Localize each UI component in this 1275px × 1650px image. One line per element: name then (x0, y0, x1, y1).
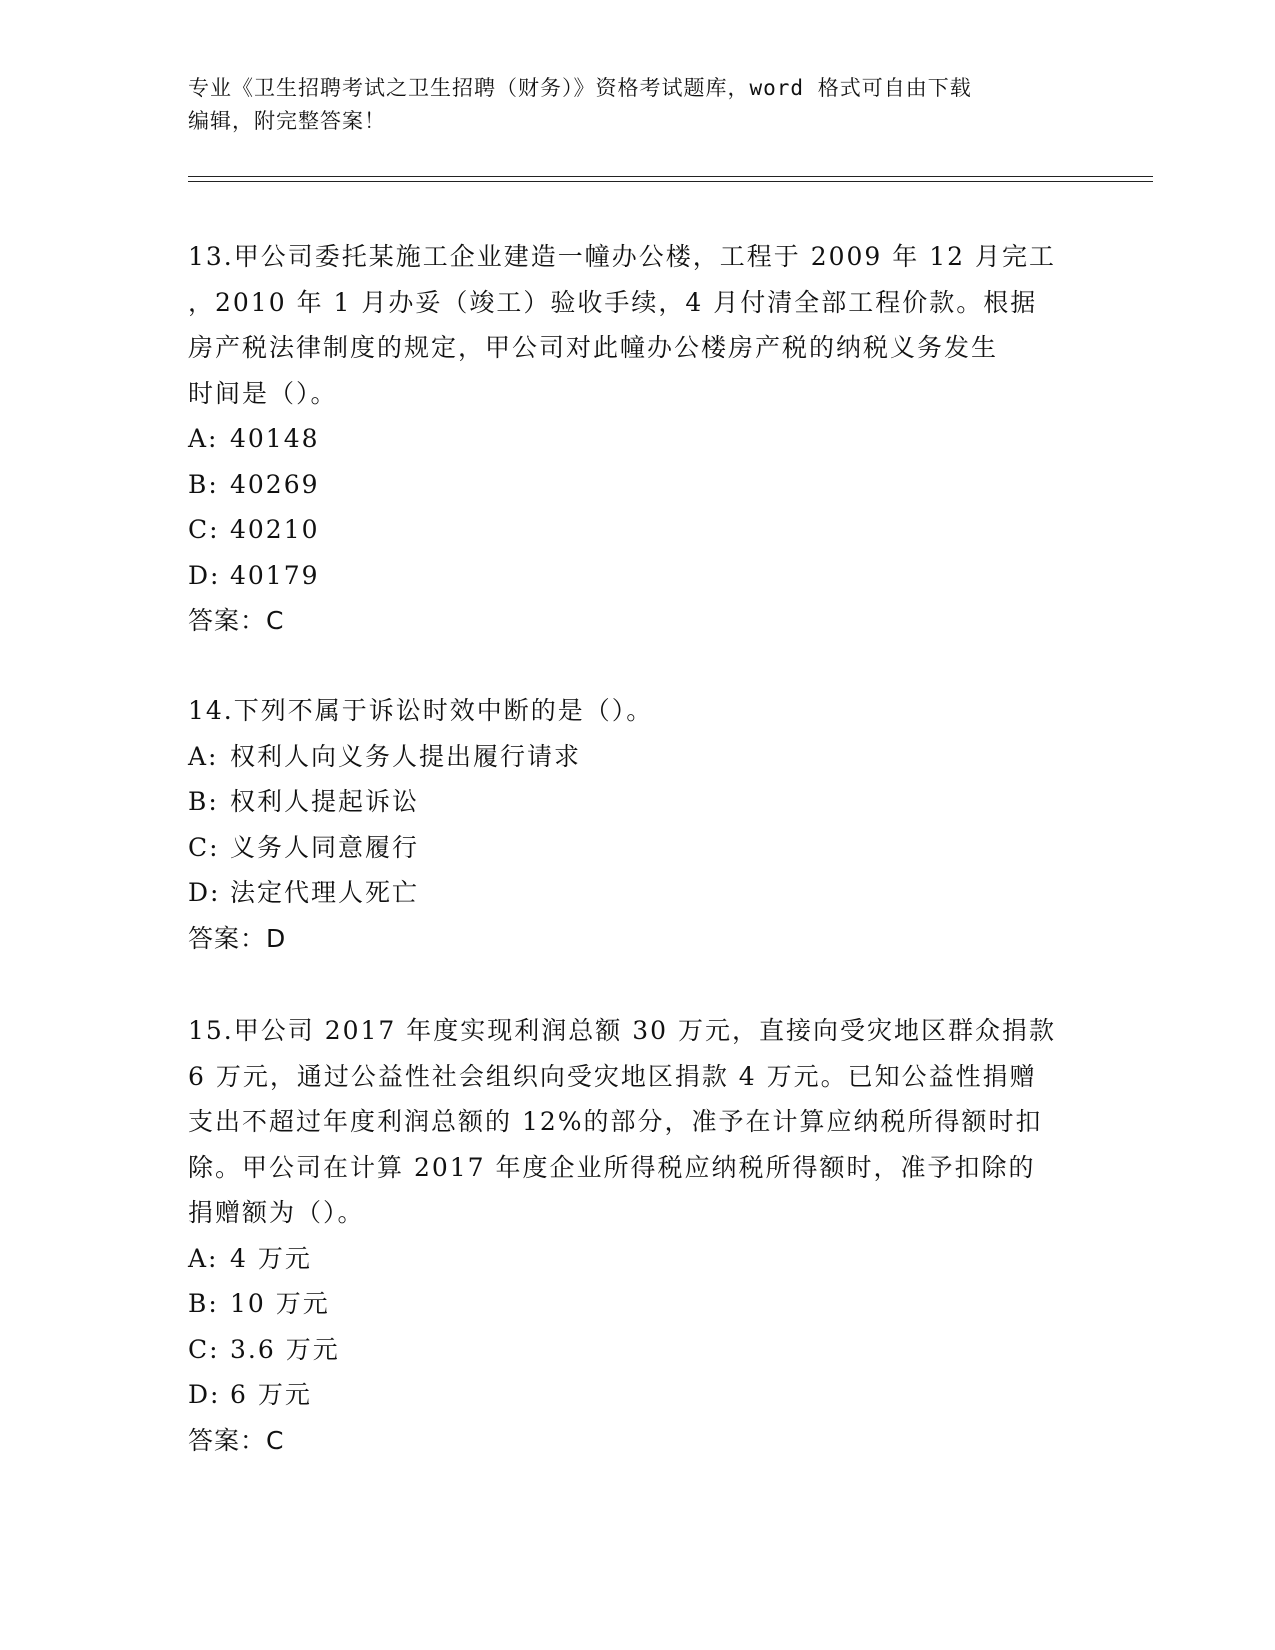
option-text: 义务人同意履行 (230, 832, 420, 862)
option-key: C: (188, 1334, 220, 1364)
answer-line: 答案：D (188, 923, 287, 953)
header-divider-bottom (188, 181, 1153, 182)
question-stem (188, 1008, 1088, 1236)
option-key: D: (188, 878, 221, 907)
answer-line: 答案：C (188, 1425, 285, 1455)
option-text: 40148 (230, 424, 320, 453)
option-b (188, 462, 1088, 508)
option-text: 权利人向义务人提出履行请求 (230, 741, 582, 771)
option-c (188, 825, 1088, 871)
option-key: B: (188, 787, 219, 816)
option-list (188, 734, 1088, 916)
option-key: A: (188, 424, 219, 453)
option-text: 40210 (230, 515, 320, 544)
stem-line: 支出不超过年度利润总额的 12%的部分，准予在计算应纳税所得额时扣 (188, 1107, 1043, 1136)
stem-line: 时间是（）。 (188, 378, 338, 408)
option-text: 3.6 万元 (230, 1334, 340, 1364)
option-c (188, 507, 1088, 553)
question-14 (188, 688, 1088, 961)
option-key: C: (188, 515, 220, 544)
stem-line: 6 万元，通过公益性社会组织向受灾地区捐款 4 万元。已知公益性捐赠 (188, 1061, 1037, 1091)
option-text: 40179 (230, 560, 320, 590)
option-list (188, 1236, 1088, 1418)
option-d (188, 553, 1088, 599)
stem-line: 13.甲公司委托某施工企业建造一幢办公楼，工程于 2009 年 12 月完工 (188, 242, 1056, 271)
stem-line: ，2010 年 1 月办妥（竣工）验收手续，4 月付清全部工程价款。根据 (188, 287, 1038, 317)
option-a (188, 416, 1088, 462)
document-header (188, 72, 1088, 138)
header-line-1: 专业《卫生招聘考试之卫生招聘（财务）》资格考试题库，word 格式可自由下载 (188, 76, 972, 100)
question-13 (188, 234, 1088, 644)
header-line-2: 编辑，附完整答案！ (188, 109, 386, 133)
option-key: A: (188, 741, 219, 771)
question-15 (188, 1008, 1088, 1463)
option-key: D: (188, 1380, 221, 1409)
option-d (188, 1372, 1088, 1418)
option-a (188, 1236, 1088, 1282)
header-divider-top (188, 176, 1153, 177)
stem-line: 14.下列不属于诉讼时效中断的是（）。 (188, 696, 654, 725)
option-key: D: (188, 560, 221, 590)
option-text: 4 万元 (230, 1243, 312, 1273)
option-text: 10 万元 (230, 1289, 330, 1318)
option-text: 法定代理人死亡 (230, 878, 420, 907)
option-d (188, 870, 1088, 916)
answer-line: 答案：C (188, 606, 285, 635)
option-key: C: (188, 832, 220, 862)
option-key: A: (188, 1243, 219, 1273)
option-c (188, 1327, 1088, 1373)
option-key: B: (188, 469, 219, 499)
option-b (188, 1281, 1088, 1327)
option-key: B: (188, 1289, 219, 1318)
stem-line: 除。甲公司在计算 2017 年度企业所得税应纳税所得额时，准予扣除的 (188, 1152, 1036, 1182)
question-stem (188, 234, 1088, 416)
stem-line: 房产税法律制度的规定，甲公司对此幢办公楼房产税的纳税义务发生 (188, 333, 999, 362)
option-b (188, 779, 1088, 825)
option-text: 40269 (230, 469, 320, 499)
stem-line: 15.甲公司 2017 年度实现利润总额 30 万元，直接向受灾地区群众捐款 (188, 1016, 1056, 1045)
option-list (188, 416, 1088, 598)
option-text: 6 万元 (230, 1380, 312, 1409)
question-stem (188, 688, 1088, 734)
stem-line: 捐赠额为（）。 (188, 1198, 365, 1227)
option-text: 权利人提起诉讼 (230, 787, 420, 816)
option-a (188, 734, 1088, 780)
